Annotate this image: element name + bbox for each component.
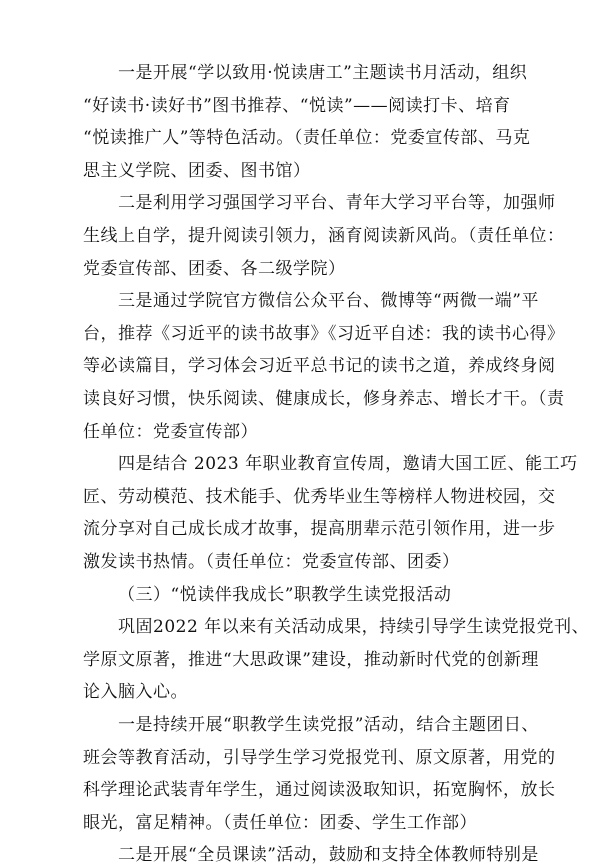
paragraph-line: 匠、劳动模范、技术能手、优秀毕业生等榜样人物进校园，交 — [83, 487, 556, 507]
paragraph-line: 思主义学院、团委、图书馆） — [83, 161, 311, 181]
paragraph-line: 读良好习惯，快乐阅读、健康成长，修身养志、增长才干。（责 — [83, 389, 565, 409]
paragraph-line: 巩固2022 年以来有关活动成果，持续引导学生读党报党刊、 — [118, 617, 590, 637]
paragraph-line: “悦读推广人”等特色活动。（责任单位：党委宣传部、马克 — [83, 128, 531, 148]
paragraph-line: 党委宣传部、团委、各二级学院） — [83, 259, 346, 279]
paragraph-line: 科学理论武装青年学生，通过阅读汲取知识，拓宽胸怀，放长 — [83, 780, 556, 800]
paragraph-line: 二是开展“全员课读”活动，鼓励和支持全体教师特别是 — [118, 845, 539, 865]
paragraph-line: 等必读篇目，学习体会习近平总书记的读书之道，养成终身阅 — [83, 356, 556, 376]
paragraph-line: 台，推荐《习近平的读书故事》《习近平自述：我的读书心得》 — [83, 324, 565, 344]
paragraph-line: 论入脑入心。 — [83, 682, 188, 702]
paragraph-line: 一是持续开展“职教学生读党报”活动，结合主题团日、 — [118, 715, 539, 735]
paragraph-line: 激发读书热情。（责任单位：党委宣传部、团委） — [83, 552, 460, 572]
paragraph-line: 任单位：党委宣传部） — [83, 422, 258, 442]
paragraph-line: 生线上自学，提升阅读引领力，涵育阅读新风尚。（责任单位： — [83, 226, 565, 246]
paragraph-line: 眼光，富足精神。（责任单位：团委、学生工作部） — [83, 813, 477, 833]
paragraph-line: 一是开展“学以致用·悦读唐工”主题读书月活动，组织 — [118, 63, 528, 83]
paragraph-line: 四是结合 2023 年职业教育宣传周，邀请大国工匠、能工巧 — [118, 454, 578, 474]
paragraph-line: 学原文原著，推进“大思政课”建设，推动新时代党的创新理 — [83, 650, 539, 670]
paragraph-line: 二是利用学习强国学习平台、青年大学习平台等，加强师 — [118, 193, 556, 213]
paragraph-line: 班会等教育活动，引导学生学习党报党刊、原文原著，用党的 — [83, 748, 556, 768]
paragraph-line: “好读书·读好书”图书推荐、“悦读”——阅读打卡、培育 — [83, 96, 511, 116]
paragraph-line: 流分享对自己成长成才故事，提高朋辈示范引领作用，进一步 — [83, 519, 556, 539]
section-heading: （三）“悦读伴我成长”职教学生读党报活动 — [118, 585, 452, 605]
paragraph-line: 三是通过学院官方微信公众平台、微博等“两微一端”平 — [118, 291, 539, 311]
